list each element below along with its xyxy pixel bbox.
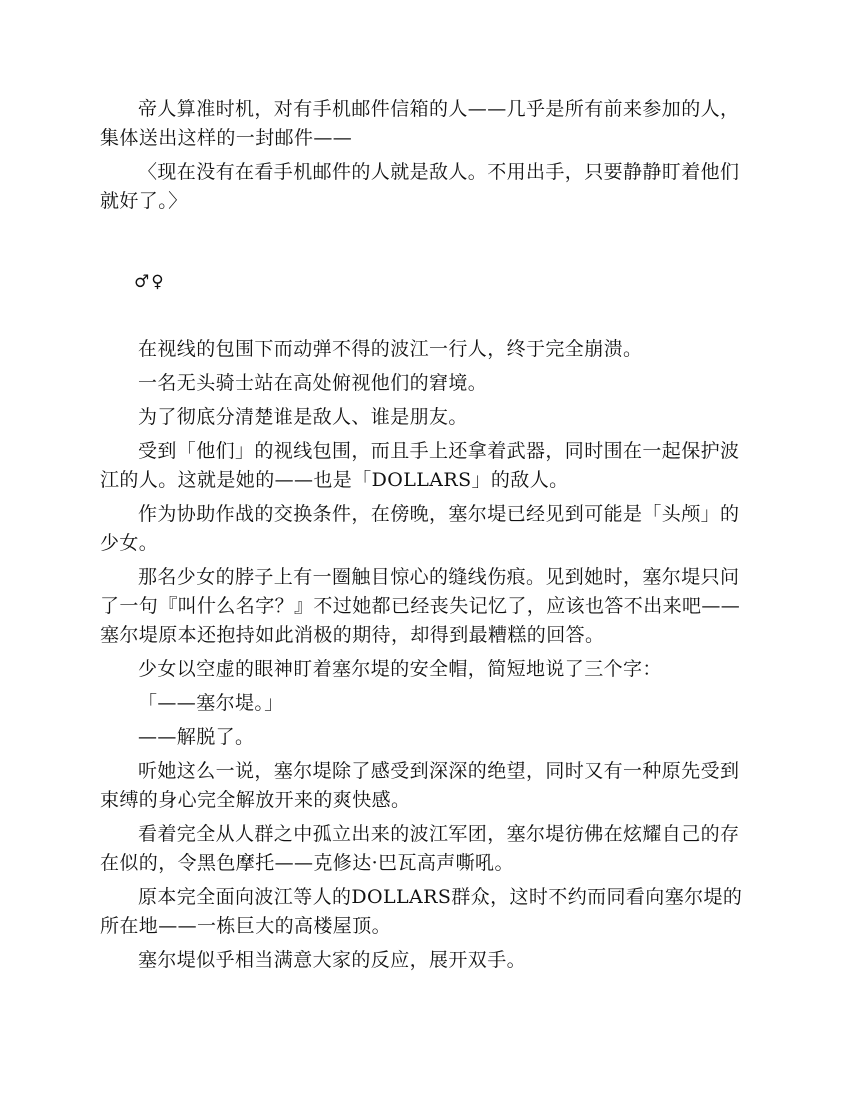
paragraph: 塞尔堤似乎相当满意大家的反应，展开双手。 xyxy=(138,949,527,971)
paragraph: 在视线的包围下而动弹不得的波江一行人，终于完全崩溃。 xyxy=(138,338,643,360)
document-page xyxy=(100,95,746,980)
paragraph: 〈现在没有在看手机邮件的人就是敌人。不用出手，只要静静盯着他们就好了。〉 xyxy=(100,161,740,212)
paragraph: 看着完全从人群之中孤立出来的波江军团，塞尔堤彷佛在炫耀自己的存在似的，令黑色摩托——克修达·巴瓦高声嘶吼。 xyxy=(100,823,740,874)
paragraph: 「——塞尔堤。」 xyxy=(138,692,284,714)
section-divider: ♂♀ xyxy=(134,272,166,292)
paragraph: 听她这么一说，塞尔堤除了感受到深深的绝望，同时又有一种原先受到束缚的身心完全解放开来的爽快感。 xyxy=(100,760,740,811)
paragraph: 帝人算准时机，对有手机邮件信箱的人——几乎是所有前来参加的人，集体送出这样的一封邮件—— xyxy=(100,98,740,149)
paragraph: 作为协助作战的交换条件，在傍晚，塞尔堤已经见到可能是「头颅」的少女。 xyxy=(100,503,740,554)
paragraph: 受到「他们」的视线包围，而且手上还拿着武器，同时围在一起保护波江的人。这就是她的——也是「DOLLARS」的敌人。 xyxy=(100,440,740,491)
paragraph: 那名少女的脖子上有一圈触目惊心的缝线伤痕。见到她时，塞尔堤只问了一句『叫什么名字？』不过她都已经丧失记忆了，应该也答不出来吧——塞尔堤原本还抱持如此消极的期待，却得到最糟糕的回答。 xyxy=(100,566,741,646)
paragraph: ——解脱了。 xyxy=(138,726,255,748)
paragraph: 原本完全面向波江等人的DOLLARS群众，这时不约而同看向塞尔堤的所在地——一栋巨大的高楼屋顶。 xyxy=(100,886,743,937)
paragraph: 一名无头骑士站在高处俯视他们的窘境。 xyxy=(138,372,488,394)
paragraph: 少女以空虚的眼神盯着塞尔堤的安全帽，简短地说了三个字： xyxy=(138,658,662,680)
paragraph: 为了彻底分清楚谁是敌人、谁是朋友。 xyxy=(138,406,468,428)
